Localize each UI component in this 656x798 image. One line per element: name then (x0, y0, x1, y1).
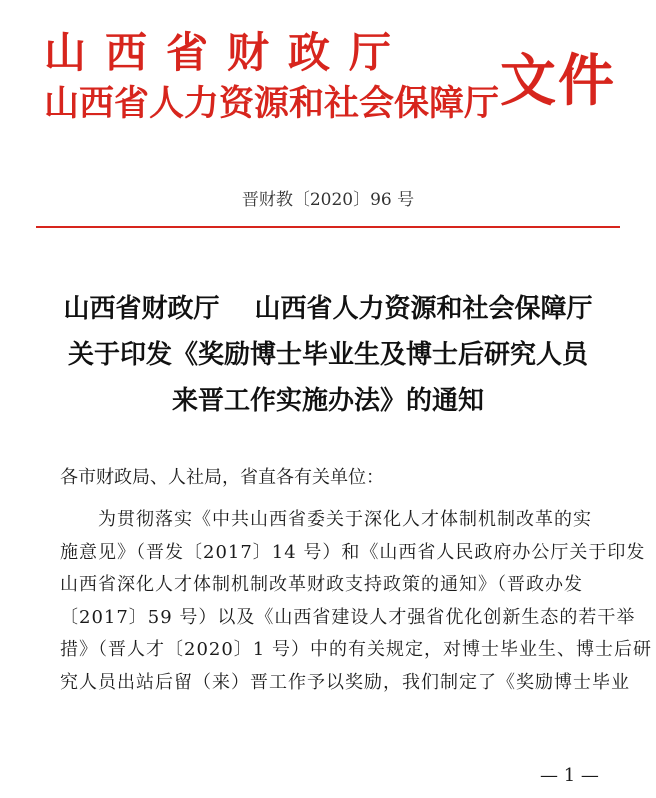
page-number: — 1 — (540, 765, 599, 786)
body-line: 措》（晋人才〔2020〕1 号）中的有关规定，对博士毕业生、博士后研 (60, 639, 652, 661)
body-line: 〔2017〕59 号）以及《山西省建设人才强省优化创新生态的若干举 (60, 606, 636, 628)
body-line: 施意见》（晋发〔2017〕14 号）和《山西省人民政府办公厅关于印发 (60, 541, 646, 563)
issuer-name-hr-dept: 山西省人力资源和社会保障厅 (44, 83, 500, 124)
body-line: 山西省深化人才体制机制改革财政支持政策的通知》（晋政办发 (60, 574, 583, 596)
red-divider-line (36, 226, 620, 228)
salutation: 各市财政局、人社局，省直各有关单位： (60, 467, 384, 488)
title-line: 来晋工作实施办法》的通知 (171, 386, 484, 416)
body-paragraph (60, 504, 652, 700)
title-line: 山西省财政厅 山西省人力资源和社会保障厅 (63, 294, 593, 324)
document-title (0, 286, 656, 424)
document-number: 晋财教〔2020〕96 号 (241, 190, 415, 210)
body-line: 究人员出站后留（来）晋工作予以奖励，我们制定了《奖励博士毕业 (60, 671, 630, 693)
issuer-name-finance-dept: 山西省财政厅 (44, 28, 411, 77)
body-line: 为贯彻落实《中共山西省委关于深化人才体制机制改革的实 (60, 509, 592, 530)
document-kind-label: 文件 (500, 48, 616, 114)
title-line: 关于印发《奖励博士毕业生及博士后研究人员 (67, 340, 588, 370)
